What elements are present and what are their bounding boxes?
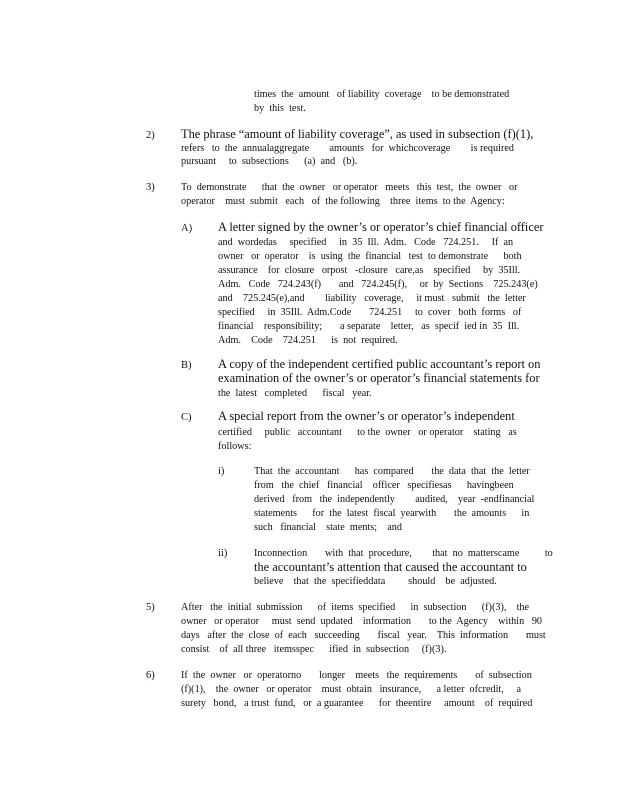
- subA-line: and wordedas specified in 35 Ill. Adm. Code 724.251. If an: [218, 237, 514, 248]
- sub-label: C): [181, 412, 192, 423]
- subA-line: owner or operator is using the financial test to demonstrate both: [218, 251, 522, 262]
- item1-cont-line: by this test.: [254, 103, 306, 114]
- item5-line: owner or operator must send updated information to the Agency within 90: [181, 616, 543, 627]
- subB-line: the latest completed fiscal year.: [218, 388, 372, 399]
- subA-line: and 725.245(e),and liability coverage, it must submit the letter: [218, 293, 526, 304]
- subA-line: assurance for closure orpost -closure care,as specified by 35Ill.: [218, 265, 521, 276]
- item2-line: refers to the annualaggregate amounts for whichcoverage is required: [181, 143, 514, 154]
- item5-line: days after the close of each succeeding fiscal year. This information must: [181, 630, 546, 641]
- sub-label: A): [181, 223, 193, 234]
- subA-line: Adm. Code 724.251 is not required.: [218, 335, 398, 346]
- item6-line: If the owner or operatorno longer meets the requirements of subsection: [181, 670, 532, 681]
- item2-line: pursuant to subsections (a) and (b).: [181, 156, 358, 167]
- item6-line: surety bond, a trust fund, or a guarantee for theentire amount of required: [181, 698, 533, 709]
- sub-ii-line: believe that the specifieddata should be adjusted.: [254, 576, 497, 587]
- subC-line: certified public accountant to the owner or operator stating as: [218, 427, 517, 438]
- sub-i-line: from the chief financial officer specifiesas havingbeen: [254, 480, 514, 491]
- item5-line: consist of all three itemsspec ified in subsection (f)(3).: [181, 644, 447, 655]
- subB-line: examination of the owner’s or operator’s financial statements for: [218, 371, 540, 385]
- sub-i-line: statements for the latest fiscal yearwith the amounts in: [254, 508, 530, 519]
- sub-label: B): [181, 360, 192, 371]
- item-number: 3): [146, 182, 155, 193]
- sub-i-line: That the accountant has compared the data that the letter: [254, 466, 530, 477]
- subC-line: follows:: [218, 441, 252, 452]
- subA-line: A letter signed by the owner’s or operator’s chief financial officer: [218, 220, 544, 234]
- sub-ii-line: Inconnection with that procedure, that no matterscame to: [254, 548, 553, 559]
- item3-line: To demonstrate that the owner or operator meets this test, the owner or: [181, 182, 518, 193]
- item-number: 5): [146, 602, 155, 613]
- sub-i-line: such financial state ments; and: [254, 522, 402, 533]
- sub-label: i): [218, 466, 225, 477]
- item3-line: operator must submit each of the following three items to the Agency:: [181, 196, 505, 207]
- subA-line: specified in 35Ill. Adm.Code 724.251 to cover both forms of: [218, 307, 522, 318]
- item-number: 2): [146, 130, 155, 141]
- item2-line: The phrase “amount of liability coverage”, as used in subsection (f)(1),: [181, 127, 534, 141]
- item-number: 6): [146, 670, 155, 681]
- sub-label: ii): [218, 548, 228, 559]
- subA-line: financial responsibility; a separate letter, as specif ied in 35 Ill.: [218, 321, 520, 332]
- item1-cont-line: times the amount of liability coverage to be demonstrated: [254, 89, 510, 100]
- sub-ii-line: the accountant’s attention that caused the accountant to: [254, 560, 527, 574]
- subA-line: Adm. Code 724.243(f) and 724.245(f), or by Sections 725.243(e): [218, 279, 538, 290]
- item6-line: (f)(1), the owner or operator must obtain insurance, a letter ofcredit, a: [181, 684, 522, 695]
- subB-line: A copy of the independent certified public accountant’s report on: [218, 357, 541, 371]
- sub-i-line: derived from the independently audited, year -endfinancial: [254, 494, 535, 505]
- subC-line: A special report from the owner’s or operator’s independent: [218, 409, 515, 423]
- item5-line: After the initial submission of items specified in subsection (f)(3), the: [181, 602, 530, 613]
